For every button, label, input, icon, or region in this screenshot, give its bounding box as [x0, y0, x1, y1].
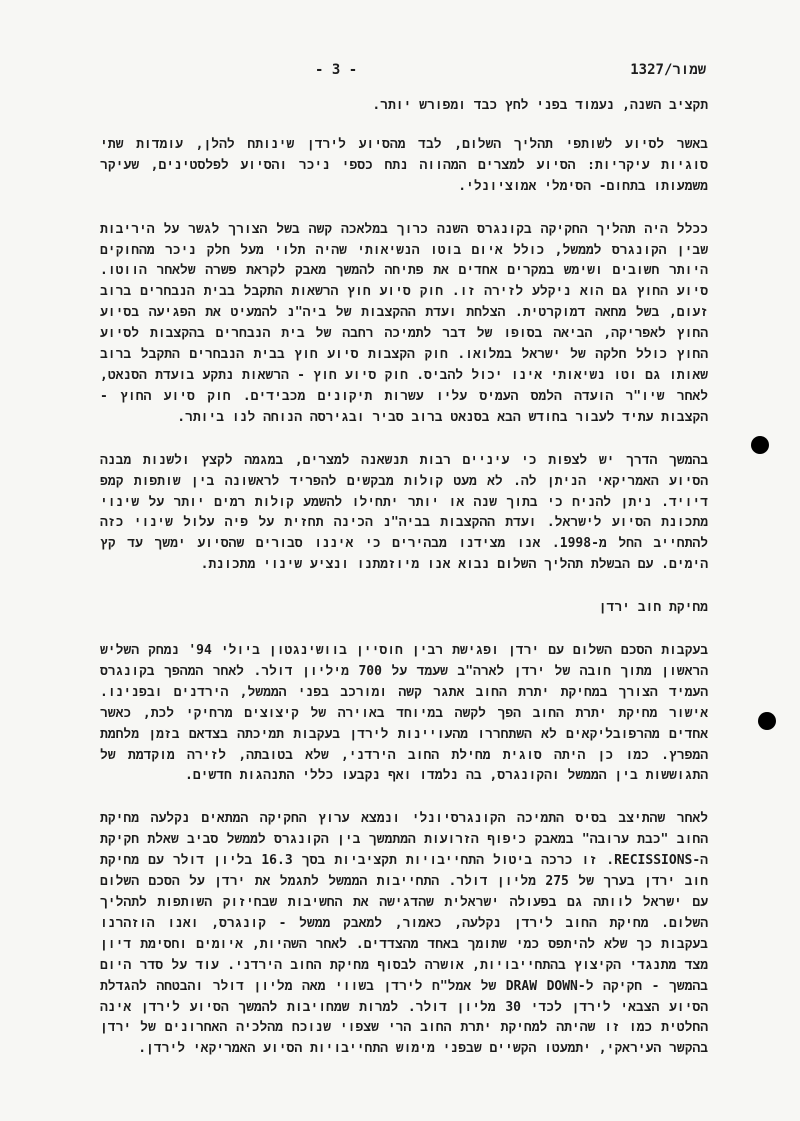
paragraph-budget-pressure: תקציב השנה, נעמוד בפני לחץ כבד ומפורש יותר.: [372, 98, 708, 113]
paragraph-jordan-debt-recissions: לאחר שהתיצב בסיס התמיכה הקונגרסיונלי ונמצא ערוץ החקיקה המתאים נקלעה מחיקת החוב "כבת ערובה" במאבק כיפוף הזרועות המתמשך בין הקונגרס לממשל סביב שאלת חקיקת ה-RECISSIONS. זו כרכה ביטול התחייבויות תקציביות בסך 16.3 בליון דולר עם מחיקת חוב ירדן בערך של 275 מליון דולר. התחייבות הממשל לתגמל את ירדן על הסכם השלום עם ישראל לוותה גם בפעולה ישראלית שהדגישה את החשיבות שבחיזוק השותפות לתהליך השלום. מחיקת החוב לירדן נקלעה, כאמור, למאבק ממשל - קונגרס, ואנו הוזהרנו בעקבות כך שלא להיתפס כמי שתומך באחד מהצדדים. לאחר השהיות, איומים וחסימת דיון מצד מתנגדי הקיצוץ בהתחייבויות, אושרה לבסוף מחיקת החוב הירדני. עוד על סדר היום בהמשך - חקיקה ל-DRAW DOWN של אמל"ח לירדן בשווי מאה מליון דולר והבטחה להגדלת הסיוע הצבאי לירדן לכדי 30 מליון דולר. למרות שמחויבות להמשך הסיוע לירדן אינה החלטית כמו זו שהיתה למחיקת יתרת החוב הרי שצפוי שנוכח מהלכיה האחרונים של ירדן בהקשר העיראקי, יתמעטו הקשיים שבפני מימוש התחייבויות הסיוע האמריקאי לירדן.: [100, 811, 709, 1057]
binder-hole: [751, 436, 769, 454]
document-body: [100, 96, 708, 1082]
paragraph-peace-partners-aid: באשר לסיוע לשותפי תהליך השלום, לבד מהסיוע לירדן שינותח להלן, עומדות שתי סוגיות עיקריות: הסיוע למצרים המהווה נתח כספי ניכר והסיוע לפלסטינים, שעיקר משמעותו בתחום- הסימלי אמוציונלי.: [100, 136, 708, 194]
page-number: - 3 -: [315, 62, 358, 78]
section-heading-jordan-debt: מחיקת חוב ירדן: [598, 600, 708, 616]
binder-hole: [758, 712, 776, 730]
paragraph-egypt-aid-outlook: בהמשך הדרך יש לצפות כי עיניים רבות תנשאנה למצרים, במגמה לקצץ ולשנות מבנה הסיוע האמריקאי הניתן לה. לא מעט קולות מבקשים להפריד לראשונה בין שותפות קמפ דיויד. ניתן להניח כי בתוך שנה או יותר יתחילו להשמע קולות רמים יותר על שינוי מתכונת הסיוע לישראל. ועדת ההקצבות בביה"נ הכינה תחזית על פיה עלול שינוי כזה להתחייב החל מ-1998. אנו מצידנו מבהירים כי איננו סבורים שהסיוע ימשך עד קץ הימים. עם הבשלת תהליך השלום נבוא אנו מיוזמתנו ונציע שינוי מתכונת.: [100, 452, 708, 573]
page-header: [100, 62, 706, 86]
paragraph-jordan-debt-history: בעקבות הסכם השלום עם ירדן ופגישת רבין חוסיין בוושינגטון ביולי 94' נמחק השליש הראשון מתוך חובה של ירדן לארה"ב שעמד על 700 מיליון דולר. לאחר המהפך בקונגרס העמיד הצורך במחיקת יתרת החוב אתגר קשה ומורכב בפני הממשל, הירדנים ובפנינו. אישור מחיקת יתרת החוב הפך לקשה במיוחד באוירה של קיצוצים מרחיקי לכת, כאשר אחדים מהרפובליקאים לא השתחררו מהעויינות לירדן בעקבות תמיכתה בצדאם בזמן מלחמת המפרץ. כמו כן היתה סוגית מחילת החוב הירדני, שלא בטובתה, לזירה מוקדמת של התגוששות בין הממשל והקונגרס, בה נלמדו ואף נקבעו כללי התנהגות חדשים.: [100, 643, 709, 784]
reference-number: 1327/שמור: [630, 62, 706, 78]
paragraph-congress-legislation: ככלל היה תהליך החקיקה בקונגרס השנה כרוך במלאכה קשה בשל הצורך לגשר על היריבות שבין הקונגרס לממשל, כולל איום בוטו הנשיאותי שהיה תלוי מעל חלק ניכר מהחוקים היותר חשובים ושימש במקרים אחדים את פתיחה להמשך מאבק לקראת פשרה שלאחר הווטו. סיוע החוץ גם הוא ניקלע לזירה זו. חוק סיוע חוץ הרשאות התקבל בבית הנבחרים ברוב זעום, בשל מחאה דמוקרטית. הצלחת ועדת ההקצבות של ביה"נ להמעיט את הפגיעה בסיוע החוץ לאפריקה, הביאה בסופו של דבר לתמיכה רחבה של בית הנבחרים בהקצבות לסיוע החוץ כולל חלקה של ישראל במלואו. חוק הקצבות סיוע חוץ בבית הנבחרים התקבל ברוב שאותו גם וטו נשיאותי אינו יכול להביס. חוק סיוע חוץ - הרשאות נתקע בועדת הסנאט, לאחר שיו"ר הועדה הלמס העמיס עליו עשרות תיקונים מכבידים. חוק סיוע החוץ - הקצבות עתיד לעבור בחודש הבא בסנאט ברוב סביר ובגירסה הנוחה לנו ביותר.: [100, 221, 708, 425]
